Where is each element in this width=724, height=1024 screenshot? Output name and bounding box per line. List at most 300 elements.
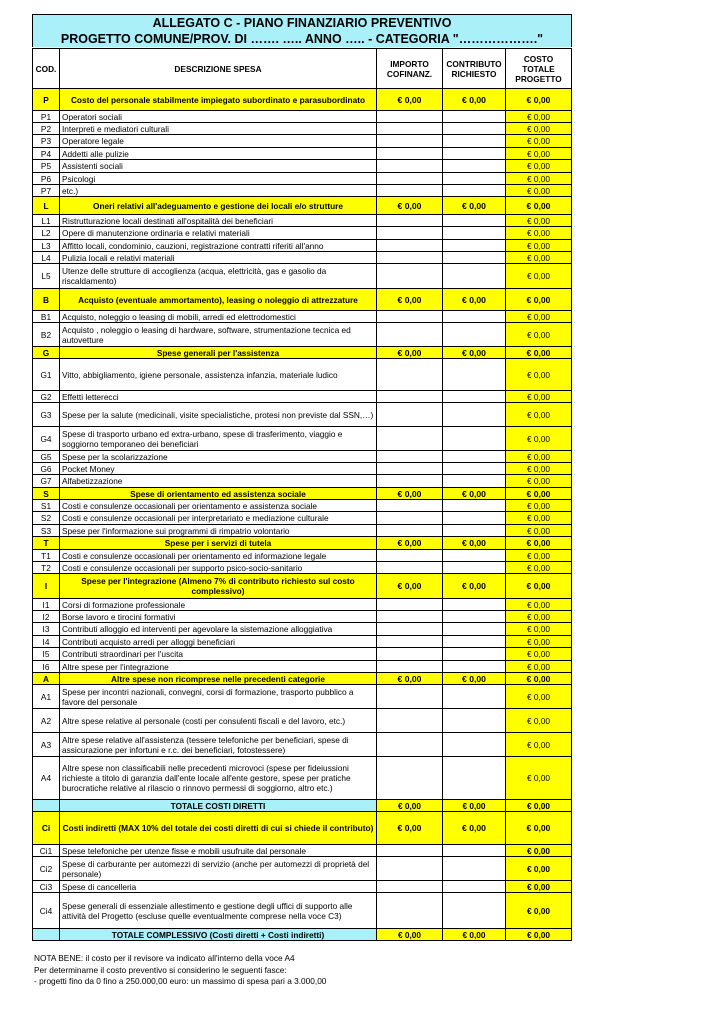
cell-code: A3 <box>33 733 60 757</box>
header-contributo: CONTRIBUTO RICHIESTO <box>443 49 506 89</box>
cell-costo: € 0,00 <box>506 893 572 929</box>
cell-importo <box>377 311 443 323</box>
cell-importo <box>377 135 443 148</box>
table-row <box>33 845 572 857</box>
cell-costo: € 0,00 <box>506 185 572 197</box>
cell-description: Altre spese non classificabili nelle precedenti microvoci (spese per fideiussioni richieste a titolo di garanzia dall'ente locale all'ente gestore, spese per pratiche burocratiche relative al rilascio o rinnovo permessi di soggiorno, altro etc.) <box>60 757 377 800</box>
cell-code: G6 <box>33 463 60 475</box>
cell-costo: € 0,00 <box>506 111 572 123</box>
cell-description: Acquisto, noleggio o leasing di mobili, arredi ed elettrodomestici <box>60 311 377 323</box>
cell-description: Spese per l'informazione sui programmi di rimpatrio volontario <box>60 525 377 537</box>
cell-description: Contributi acquisto arredi per alloggi beneficiari <box>60 636 377 648</box>
cell-contributo: € 0,00 <box>443 812 506 845</box>
cell-costo: € 0,00 <box>506 451 572 463</box>
cell-code: A <box>33 673 60 685</box>
cell-contributo <box>443 475 506 488</box>
cell-description: Spese per i servizi di tutela <box>60 537 377 550</box>
cell-description: Contributi alloggio ed interventi per agevolare la sistemazione alloggiativa <box>60 623 377 636</box>
title-line-2: PROGETTO COMUNE/PROV. DI ……. ….. ANNO ….. - CATEGORIA "………………." <box>60 32 544 46</box>
cell-code: P7 <box>33 185 60 197</box>
cell-description: Spese di orientamento ed assistenza sociale <box>60 488 377 500</box>
cell-importo <box>377 148 443 160</box>
cell-description: Interpreti e mediatori culturali <box>60 123 377 135</box>
cell-costo: € 0,00 <box>506 929 572 941</box>
table-row <box>33 475 572 488</box>
note-line: Per determinarne il costo preventivo si considerino le seguenti fasce: <box>34 964 287 975</box>
table-row <box>33 599 572 611</box>
cell-importo <box>377 611 443 623</box>
cell-costo: € 0,00 <box>506 648 572 661</box>
cell-description: Assistenti sociali <box>60 160 377 173</box>
cell-costo: € 0,00 <box>506 857 572 881</box>
notes <box>34 953 326 988</box>
cell-costo: € 0,00 <box>506 709 572 733</box>
cell-importo: € 0,00 <box>377 537 443 550</box>
cell-contributo <box>443 845 506 857</box>
cell-code: G <box>33 347 60 359</box>
cell-code: G2 <box>33 391 60 403</box>
cell-importo <box>377 463 443 475</box>
cell-importo <box>377 636 443 648</box>
cell-importo <box>377 123 443 135</box>
cell-costo: € 0,00 <box>506 311 572 323</box>
cell-contributo <box>443 323 506 347</box>
cell-costo: € 0,00 <box>506 160 572 173</box>
cell-importo <box>377 709 443 733</box>
cell-importo <box>377 252 443 264</box>
cell-code: Ci1 <box>33 845 60 857</box>
cell-code <box>33 929 60 941</box>
table-row <box>33 227 572 240</box>
cell-code <box>33 800 60 812</box>
cell-code: I3 <box>33 623 60 636</box>
cell-description: Costo del personale stabilmente impiegato subordinato e parasubordinato <box>60 89 377 111</box>
cell-description: Spese telefoniche per utenze fisse e mobili usufruite dal personale <box>60 845 377 857</box>
cell-importo <box>377 525 443 537</box>
cell-contributo <box>443 123 506 135</box>
cell-description: Costi indiretti (MAX 10% del totale dei costi diretti di cui si chiede il contributo) <box>60 812 377 845</box>
cell-importo <box>377 599 443 611</box>
cell-costo: € 0,00 <box>506 512 572 525</box>
cell-contributo <box>443 451 506 463</box>
cell-costo: € 0,00 <box>506 562 572 574</box>
table-row <box>33 173 572 185</box>
cell-description: Spese di cancelleria <box>60 881 377 893</box>
category-row <box>33 537 572 550</box>
table-row <box>33 685 572 709</box>
cell-code: S1 <box>33 500 60 512</box>
cell-contributo <box>443 148 506 160</box>
cell-costo: € 0,00 <box>506 475 572 488</box>
cell-costo: € 0,00 <box>506 403 572 427</box>
table-row <box>33 403 572 427</box>
cell-description: Spese per l'integrazione (Almeno 7% di contributo richiesto sul costo complessivo) <box>60 574 377 599</box>
cell-contributo: € 0,00 <box>443 574 506 599</box>
cell-code: I2 <box>33 611 60 623</box>
cell-code: G1 <box>33 359 60 391</box>
cell-costo: € 0,00 <box>506 685 572 709</box>
cell-code: G4 <box>33 427 60 451</box>
note-line: NOTA BENE: il costo per il revisore va indicato all'interno della voce A4 <box>34 953 295 963</box>
cell-code: L1 <box>33 215 60 227</box>
cell-costo: € 0,00 <box>506 323 572 347</box>
cell-code: T2 <box>33 562 60 574</box>
cell-code: L <box>33 197 60 215</box>
table-row <box>33 135 572 148</box>
cell-contributo <box>443 500 506 512</box>
cell-importo <box>377 215 443 227</box>
table-row <box>33 240 572 252</box>
cell-description: Spese per la scolarizzazione <box>60 451 377 463</box>
table-row <box>33 550 572 562</box>
category-row <box>33 574 572 599</box>
cell-code: I1 <box>33 599 60 611</box>
cell-costo: € 0,00 <box>506 289 572 311</box>
cell-costo: € 0,00 <box>506 500 572 512</box>
cell-contributo <box>443 611 506 623</box>
table-row <box>33 185 572 197</box>
cell-description: Borse lavoro e tirocini formativi <box>60 611 377 623</box>
cell-description: Psicologi <box>60 173 377 185</box>
cell-costo: € 0,00 <box>506 611 572 623</box>
cell-contributo <box>443 311 506 323</box>
cell-contributo <box>443 359 506 391</box>
table-header-row <box>33 49 572 89</box>
cell-costo: € 0,00 <box>506 881 572 893</box>
cell-description: Acquisto , noleggio o leasing di hardware, software, strumentazione tecnica ed autovetture <box>60 323 377 347</box>
cell-costo: € 0,00 <box>506 636 572 648</box>
table-row <box>33 757 572 800</box>
cell-importo <box>377 562 443 574</box>
cell-contributo <box>443 733 506 757</box>
cell-contributo: € 0,00 <box>443 929 506 941</box>
cell-code: B <box>33 289 60 311</box>
total-row <box>33 929 572 941</box>
cell-importo <box>377 685 443 709</box>
table-row <box>33 512 572 525</box>
table-row <box>33 160 572 173</box>
cell-description: Affitto locali, condominio, cauzioni, registrazione contratti riferiti all'anno <box>60 240 377 252</box>
cell-importo <box>377 845 443 857</box>
cell-contributo <box>443 636 506 648</box>
cell-code: G5 <box>33 451 60 463</box>
cell-importo <box>377 264 443 289</box>
cell-code: I6 <box>33 661 60 673</box>
cell-costo: € 0,00 <box>506 347 572 359</box>
cell-contributo: € 0,00 <box>443 89 506 111</box>
cell-importo: € 0,00 <box>377 289 443 311</box>
cell-importo <box>377 648 443 661</box>
cell-importo: € 0,00 <box>377 800 443 812</box>
cell-costo: € 0,00 <box>506 359 572 391</box>
cell-importo <box>377 160 443 173</box>
cell-code: I5 <box>33 648 60 661</box>
cell-contributo <box>443 550 506 562</box>
cell-description: Alfabetizzazione <box>60 475 377 488</box>
cell-code: B1 <box>33 311 60 323</box>
cell-code: A4 <box>33 757 60 800</box>
cell-code: G3 <box>33 403 60 427</box>
cell-costo: € 0,00 <box>506 757 572 800</box>
cell-code: A1 <box>33 685 60 709</box>
cell-contributo <box>443 857 506 881</box>
table-row <box>33 857 572 881</box>
cell-description: Corsi di formazione professionale <box>60 599 377 611</box>
cell-costo: € 0,00 <box>506 673 572 685</box>
cell-code: L2 <box>33 227 60 240</box>
cell-contributo <box>443 648 506 661</box>
table-row <box>33 123 572 135</box>
cell-importo <box>377 881 443 893</box>
cell-description: Contributi straordinari per l'uscita <box>60 648 377 661</box>
cell-costo: € 0,00 <box>506 148 572 160</box>
cell-importo <box>377 733 443 757</box>
cell-description: Pulizia locali e relativi materiali <box>60 252 377 264</box>
cell-code: P3 <box>33 135 60 148</box>
cell-code: P2 <box>33 123 60 135</box>
cell-contributo <box>443 685 506 709</box>
cell-costo: € 0,00 <box>506 173 572 185</box>
cell-code: Ci4 <box>33 893 60 929</box>
cell-description: Altre spese relative all'assistenza (tessere telefoniche per beneficiari, spese di assicurazione per infortuni e r.c. dei beneficiari, fotostessere) <box>60 733 377 757</box>
cell-costo: € 0,00 <box>506 845 572 857</box>
cell-code: I <box>33 574 60 599</box>
cell-costo: € 0,00 <box>506 525 572 537</box>
cell-description: Acquisto (eventuale ammortamento), leasing o noleggio di attrezzature <box>60 289 377 311</box>
cell-importo <box>377 451 443 463</box>
cell-importo: € 0,00 <box>377 488 443 500</box>
cell-description: Spese generali di essenziale allestimento e gestione degli uffici di supporto alle attività del Progetto (escluse quelle eventualmente comprese nella voce C3) <box>60 893 377 929</box>
table-row <box>33 359 572 391</box>
cell-code: A2 <box>33 709 60 733</box>
cell-contributo <box>443 757 506 800</box>
cell-description: Spese per la salute (medicinali, visite specialistiche, protesi non previste dal SSN,…) <box>60 403 377 427</box>
cell-importo <box>377 893 443 929</box>
cell-importo <box>377 323 443 347</box>
cell-costo: € 0,00 <box>506 599 572 611</box>
cell-contributo <box>443 709 506 733</box>
cell-importo <box>377 111 443 123</box>
cell-code: P6 <box>33 173 60 185</box>
header-importo: IMPORTO COFINANZ. <box>377 49 443 89</box>
cell-code: Ci3 <box>33 881 60 893</box>
cell-description: etc.) <box>60 185 377 197</box>
cell-importo <box>377 173 443 185</box>
cell-costo: € 0,00 <box>506 264 572 289</box>
cell-costo: € 0,00 <box>506 488 572 500</box>
cell-contributo: € 0,00 <box>443 347 506 359</box>
table-row <box>33 648 572 661</box>
cell-contributo <box>443 185 506 197</box>
cell-costo: € 0,00 <box>506 661 572 673</box>
cell-costo: € 0,00 <box>506 135 572 148</box>
cell-contributo: € 0,00 <box>443 800 506 812</box>
cell-importo <box>377 857 443 881</box>
total-row <box>33 800 572 812</box>
cell-costo: € 0,00 <box>506 550 572 562</box>
cell-costo: € 0,00 <box>506 574 572 599</box>
cell-contributo <box>443 135 506 148</box>
cell-code: P4 <box>33 148 60 160</box>
cell-code: P1 <box>33 111 60 123</box>
cell-costo: € 0,00 <box>506 197 572 215</box>
cell-costo: € 0,00 <box>506 623 572 636</box>
cell-description: TOTALE COSTI DIRETTI <box>60 800 377 812</box>
cell-importo <box>377 240 443 252</box>
cell-code: Ci2 <box>33 857 60 881</box>
cell-description: Spese per incontri nazionali, convegni, corsi di formazione, trasporto pubblico a favore del personale <box>60 685 377 709</box>
category-row <box>33 289 572 311</box>
cell-contributo: € 0,00 <box>443 197 506 215</box>
cell-contributo: € 0,00 <box>443 289 506 311</box>
cell-code: L3 <box>33 240 60 252</box>
cell-contributo <box>443 264 506 289</box>
table-row <box>33 311 572 323</box>
category-row <box>33 89 572 111</box>
cell-description: Utenze delle strutture di accoglienza (acqua, elettricità, gas e gasolio da riscaldamento) <box>60 264 377 289</box>
cell-costo: € 0,00 <box>506 800 572 812</box>
cell-contributo <box>443 160 506 173</box>
table-row <box>33 215 572 227</box>
table-row <box>33 611 572 623</box>
cell-contributo <box>443 240 506 252</box>
cell-description: Costi e consulenze occasionali per interpretariato e mediazione culturale <box>60 512 377 525</box>
cell-description: Spese di trasporto urbano ed extra-urbano, spese di trasferimento, viaggio e soggiorno temporaneo dei beneficiari <box>60 427 377 451</box>
cell-importo <box>377 475 443 488</box>
table-row <box>33 893 572 929</box>
table-row <box>33 391 572 403</box>
table-row <box>33 661 572 673</box>
budget-table <box>32 48 572 941</box>
cell-costo: € 0,00 <box>506 215 572 227</box>
header-descrizione: DESCRIZIONE SPESA <box>60 49 377 89</box>
cell-contributo <box>443 215 506 227</box>
table-row <box>33 111 572 123</box>
cell-code: S <box>33 488 60 500</box>
cell-costo: € 0,00 <box>506 240 572 252</box>
table-row <box>33 636 572 648</box>
table-row <box>33 264 572 289</box>
table-row <box>33 323 572 347</box>
cell-importo: € 0,00 <box>377 812 443 845</box>
cell-importo: € 0,00 <box>377 197 443 215</box>
cell-description: Costi e consulenze occasionali per orientamento ed informazione legale <box>60 550 377 562</box>
cell-description: Opere di manutenzione ordinaria e relativi materiali <box>60 227 377 240</box>
table-row <box>33 252 572 264</box>
cell-contributo <box>443 111 506 123</box>
title-line-1: ALLEGATO C - PIANO FINANZIARIO PREVENTIVO <box>152 16 452 30</box>
cell-description: TOTALE COMPLESSIVO (Costi diretti + Costi indiretti) <box>60 929 377 941</box>
cell-contributo <box>443 512 506 525</box>
cell-costo: € 0,00 <box>506 123 572 135</box>
cell-contributo <box>443 881 506 893</box>
cell-description: Spese di carburante per automezzi di servizio (anche per automezzi di proprietà del personale) <box>60 857 377 881</box>
cell-code: S2 <box>33 512 60 525</box>
cell-importo <box>377 512 443 525</box>
cell-importo <box>377 185 443 197</box>
cell-contributo: € 0,00 <box>443 673 506 685</box>
cell-importo <box>377 427 443 451</box>
document-title <box>32 14 572 47</box>
cell-description: Altre spese non ricomprese nelle precedenti categorie <box>60 673 377 685</box>
cell-importo <box>377 403 443 427</box>
cell-costo: € 0,00 <box>506 89 572 111</box>
cell-code: I4 <box>33 636 60 648</box>
category-row <box>33 812 572 845</box>
table-row <box>33 451 572 463</box>
cell-contributo <box>443 427 506 451</box>
cell-description: Costi e consulenze occasionali per orientamento e assistenza sociale <box>60 500 377 512</box>
table-row <box>33 463 572 475</box>
cell-importo: € 0,00 <box>377 347 443 359</box>
cell-importo <box>377 500 443 512</box>
cell-importo <box>377 623 443 636</box>
cell-costo: € 0,00 <box>506 812 572 845</box>
cell-costo: € 0,00 <box>506 227 572 240</box>
cell-description: Altre spese relative al personale (costi per consulenti fiscali e del lavoro, etc.) <box>60 709 377 733</box>
cell-code: Ci <box>33 812 60 845</box>
cell-code: S3 <box>33 525 60 537</box>
cell-contributo: € 0,00 <box>443 537 506 550</box>
cell-contributo <box>443 227 506 240</box>
cell-contributo <box>443 893 506 929</box>
cell-code: T1 <box>33 550 60 562</box>
cell-description: Spese generali per l'assistenza <box>60 347 377 359</box>
cell-contributo <box>443 525 506 537</box>
cell-contributo <box>443 173 506 185</box>
cell-importo <box>377 359 443 391</box>
cell-importo <box>377 227 443 240</box>
cell-contributo <box>443 252 506 264</box>
cell-code: P5 <box>33 160 60 173</box>
cell-contributo <box>443 403 506 427</box>
cell-description: Vitto, abbigliamento, igiene personale, assistenza infanzia, materiale ludico <box>60 359 377 391</box>
cell-description: Costi e consulenze occasionali per supporto psico-socio-sanitario <box>60 562 377 574</box>
cell-description: Operatore legale <box>60 135 377 148</box>
cell-description: Effetti letterecci <box>60 391 377 403</box>
category-row <box>33 347 572 359</box>
note-line: - progetti fino da 0 fino a 250.000,00 euro: un massimo di spesa pari a 3.000,00 <box>34 976 327 986</box>
header-cod: COD. <box>33 49 60 89</box>
cell-importo <box>377 661 443 673</box>
cell-costo: € 0,00 <box>506 427 572 451</box>
cell-description: Operatori sociali <box>60 111 377 123</box>
cell-description: Oneri relativi all'adeguamento e gestione dei locali e/o strutture <box>60 197 377 215</box>
cell-costo: € 0,00 <box>506 391 572 403</box>
cell-importo <box>377 391 443 403</box>
table-body <box>33 89 572 941</box>
cell-code: T <box>33 537 60 550</box>
cell-code: B2 <box>33 323 60 347</box>
table-row <box>33 881 572 893</box>
table-row <box>33 500 572 512</box>
cell-contributo <box>443 391 506 403</box>
table-row <box>33 562 572 574</box>
cell-description: Pocket Money <box>60 463 377 475</box>
cell-contributo <box>443 623 506 636</box>
category-row <box>33 673 572 685</box>
cell-description: Ristrutturazione locali destinati all'ospitalità dei beneficiari <box>60 215 377 227</box>
cell-importo: € 0,00 <box>377 673 443 685</box>
cell-importo: € 0,00 <box>377 929 443 941</box>
table-row <box>33 148 572 160</box>
cell-contributo <box>443 562 506 574</box>
cell-code: L4 <box>33 252 60 264</box>
cell-contributo: € 0,00 <box>443 488 506 500</box>
table-row <box>33 427 572 451</box>
cell-importo <box>377 757 443 800</box>
table-row <box>33 733 572 757</box>
